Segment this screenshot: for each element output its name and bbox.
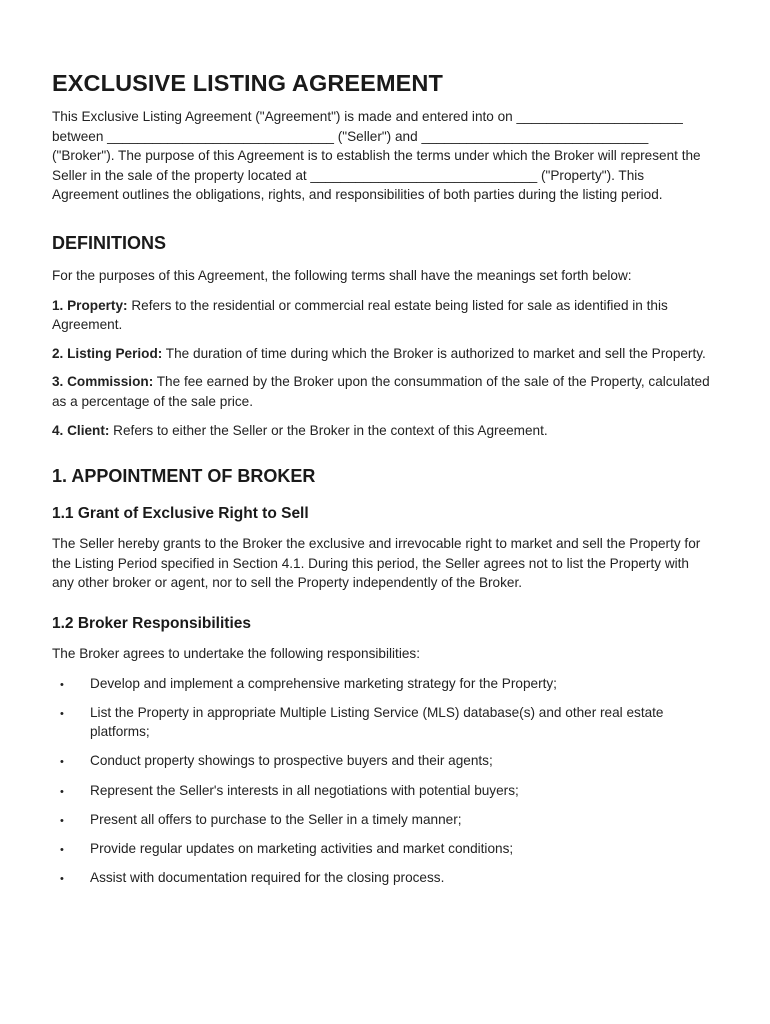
definition-item <box>52 372 712 411</box>
bullet-icon: • <box>60 756 64 769</box>
list-item <box>52 839 712 859</box>
document-title: EXCLUSIVE LISTING AGREEMENT <box>52 70 443 96</box>
section-1-heading: 1. APPOINTMENT OF BROKER <box>52 466 316 487</box>
list-item-text: Present all offers to purchase to the Seller in a timely manner; <box>90 811 462 827</box>
definition-term: 3. Commission: <box>52 374 154 390</box>
intro-paragraph: This Exclusive Listing Agreement ("Agreement") is made and entered into on ______________________ between ______________________________ ("Seller") and ______________________________ ("Broker"). The purpose of this Agreement is to establish the terms under which the Broker will represent the Seller in the sale of the property located at ______________________________ ("Property"). This Agreement outlines the obligations, rights, and responsibilities of both parties during the listing period. <box>52 109 701 203</box>
definitions-lead: For the purposes of this Agreement, the following terms shall have the meanings set forth below: <box>52 267 632 283</box>
bullet-icon: • <box>60 873 64 886</box>
bullet-icon: • <box>60 785 64 798</box>
definition-text: Refers to the residential or commercial real estate being listed for sale as identified in this Agreement. <box>52 297 668 333</box>
bullet-icon: • <box>60 707 64 720</box>
responsibilities-list <box>52 674 712 888</box>
definition-text: The fee earned by the Broker upon the consummation of the sale of the Property, calculated as a percentage of the sale price. <box>52 374 710 409</box>
definitions-list <box>52 296 712 441</box>
definitions-heading: DEFINITIONS <box>52 232 167 253</box>
list-item-text: Conduct property showings to prospective buyers and their agents; <box>90 753 493 769</box>
definition-item <box>52 296 712 335</box>
definition-text: Refers to either the Seller or the Broker in the context of this Agreement. <box>109 422 548 438</box>
list-item <box>52 868 712 888</box>
bullet-icon: • <box>60 814 64 827</box>
definition-term: 1. Property: <box>52 297 128 313</box>
definition-text: The duration of time during which the Broker is authorized to market and sell the Property. <box>162 345 706 361</box>
list-item <box>52 810 712 830</box>
definition-item <box>52 344 712 364</box>
bullet-icon: • <box>60 678 64 691</box>
list-item-text: Provide regular updates on marketing activities and market conditions; <box>90 841 514 857</box>
responsibilities-lead: The Broker agrees to undertake the following responsibilities: <box>52 645 420 661</box>
definition-term: 2. Listing Period: <box>52 345 163 361</box>
list-item <box>52 781 712 801</box>
list-item-text: Assist with documentation required for the closing process. <box>90 870 445 886</box>
list-item-text: Represent the Seller's interests in all negotiations with potential buyers; <box>90 782 519 798</box>
list-item-text: List the Property in appropriate Multiple Listing Service (MLS) database(s) and other real estate platforms; <box>90 704 664 740</box>
list-item-text: Develop and implement a comprehensive marketing strategy for the Property; <box>90 675 557 691</box>
bullet-icon: • <box>60 844 64 857</box>
definition-item <box>52 421 712 441</box>
subsection-1-2-heading: 1.2 Broker Responsibilities <box>52 614 251 632</box>
definition-term: 4. Client: <box>52 422 110 438</box>
list-item <box>52 703 712 742</box>
list-item <box>52 751 712 771</box>
list-item <box>52 674 712 694</box>
subsection-1-1-text: The Seller hereby grants to the Broker the exclusive and irrevocable right to market and sell the Property for the Listing Period specified in Section 4.1. During this period, the Seller agrees not to list the Property with any other broker or agent, nor to sell the Property independently of the Broker. <box>52 536 701 591</box>
subsection-1-1-heading: 1.1 Grant of Exclusive Right to Sell <box>52 505 309 523</box>
